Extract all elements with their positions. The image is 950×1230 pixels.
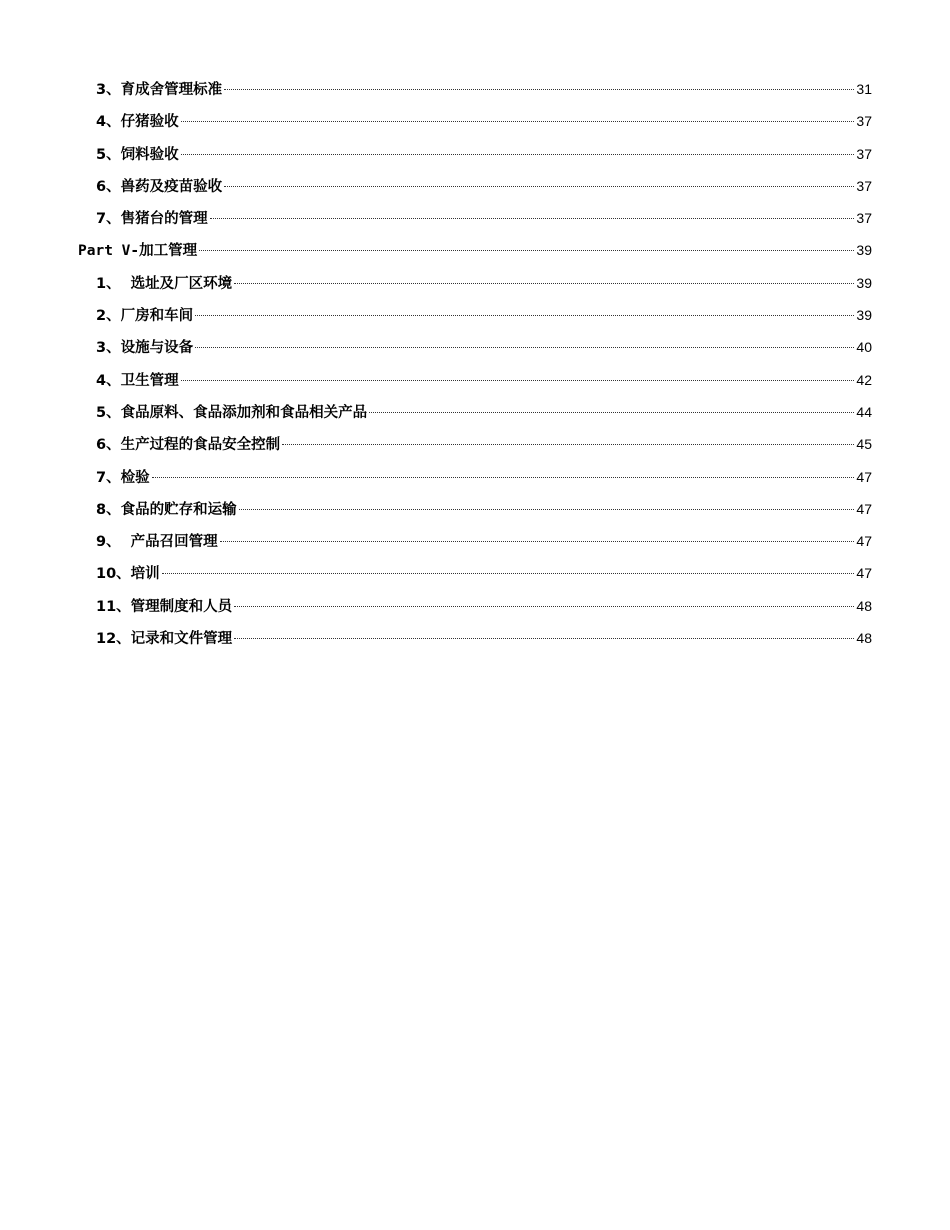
- dot-leader: [199, 250, 854, 251]
- toc-entry-page: 37: [856, 145, 872, 162]
- toc-entry-title: 6、兽药及疫苗验收: [96, 178, 223, 195]
- toc-entry[interactable]: [78, 334, 872, 366]
- toc-entry-page: 39: [856, 307, 872, 324]
- dot-leader: [369, 412, 854, 413]
- toc-entry[interactable]: [78, 141, 872, 173]
- toc-entry[interactable]: [78, 464, 872, 496]
- toc-entry-page: 42: [856, 371, 872, 388]
- toc-entry-title: 5、饲料验收: [96, 146, 179, 163]
- toc-entry-title: 10、培训: [96, 566, 160, 583]
- toc-entry[interactable]: [78, 431, 872, 463]
- toc-entry[interactable]: [78, 625, 872, 657]
- toc-entry-title: 6、生产过程的食品安全控制: [96, 437, 281, 454]
- toc-entry-title: 3、育成舍管理标准: [96, 82, 223, 98]
- toc-entry-title: 8、食品的贮存和运输: [96, 501, 237, 518]
- dot-leader: [181, 121, 855, 122]
- toc-entry[interactable]: [78, 367, 872, 399]
- toc-entry-page: 47: [856, 500, 872, 517]
- dot-leader: [181, 154, 855, 155]
- dot-leader: [220, 541, 855, 542]
- dot-leader: [234, 606, 854, 607]
- toc-entry-title: 4、仔猪验收: [96, 114, 179, 131]
- toc-entry-title: Part V-加工管理: [78, 243, 198, 260]
- toc-entry-title: 11、管理制度和人员: [96, 598, 233, 615]
- toc-entry-page: 39: [856, 242, 872, 259]
- table-of-contents: [78, 76, 872, 657]
- toc-entry-title: 2、厂房和车间: [96, 308, 194, 325]
- dot-leader: [234, 283, 854, 284]
- toc-entry-page: 39: [856, 274, 872, 291]
- toc-entry[interactable]: [78, 108, 872, 140]
- toc-entry-page: 40: [856, 339, 872, 356]
- toc-entry-page: 47: [856, 468, 872, 485]
- toc-entry-page: 31: [856, 81, 872, 97]
- toc-entry-page: 37: [856, 177, 872, 194]
- toc-entry[interactable]: [78, 302, 872, 334]
- toc-entry-title: 7、检验: [96, 469, 150, 486]
- dot-leader: [210, 218, 855, 219]
- dot-leader: [195, 347, 854, 348]
- toc-entry[interactable]: [78, 173, 872, 205]
- toc-entry-title: 3、设施与设备: [96, 340, 194, 357]
- toc-entry-page: 47: [856, 533, 872, 550]
- toc-entry-title: 7、售猪台的管理: [96, 211, 208, 228]
- dot-leader: [234, 638, 854, 639]
- toc-entry[interactable]: [78, 399, 872, 431]
- toc-entry[interactable]: [78, 76, 872, 108]
- toc-entry-title: 4、卫生管理: [96, 372, 179, 389]
- toc-entry-title: 12、记录和文件管理: [96, 631, 233, 648]
- dot-leader: [224, 186, 854, 187]
- toc-entry[interactable]: [78, 270, 872, 302]
- toc-entry[interactable]: [78, 496, 872, 528]
- toc-entry-title: 9、 产品召回管理: [96, 534, 218, 551]
- toc-entry[interactable]: [78, 560, 872, 592]
- toc-entry-page: 47: [856, 565, 872, 582]
- dot-leader: [224, 89, 854, 90]
- dot-leader: [282, 444, 854, 445]
- toc-entry[interactable]: [78, 593, 872, 625]
- toc-entry-page: 44: [856, 403, 872, 420]
- dot-leader: [181, 380, 855, 381]
- toc-entry-page: 37: [856, 113, 872, 130]
- dot-leader: [152, 477, 855, 478]
- toc-entry-title: 1、 选址及厂区环境: [96, 275, 233, 292]
- dot-leader: [195, 315, 854, 316]
- toc-entry-page: 48: [856, 597, 872, 614]
- dot-leader: [239, 509, 855, 510]
- toc-entry-page: 48: [856, 630, 872, 647]
- toc-entry[interactable]: [78, 205, 872, 237]
- toc-entry-page: 45: [856, 436, 872, 453]
- dot-leader: [162, 573, 855, 574]
- toc-entry-page: 37: [856, 210, 872, 227]
- toc-part-heading[interactable]: [78, 237, 872, 269]
- toc-entry[interactable]: [78, 528, 872, 560]
- toc-entry-title: 5、食品原料、食品添加剂和食品相关产品: [96, 404, 368, 421]
